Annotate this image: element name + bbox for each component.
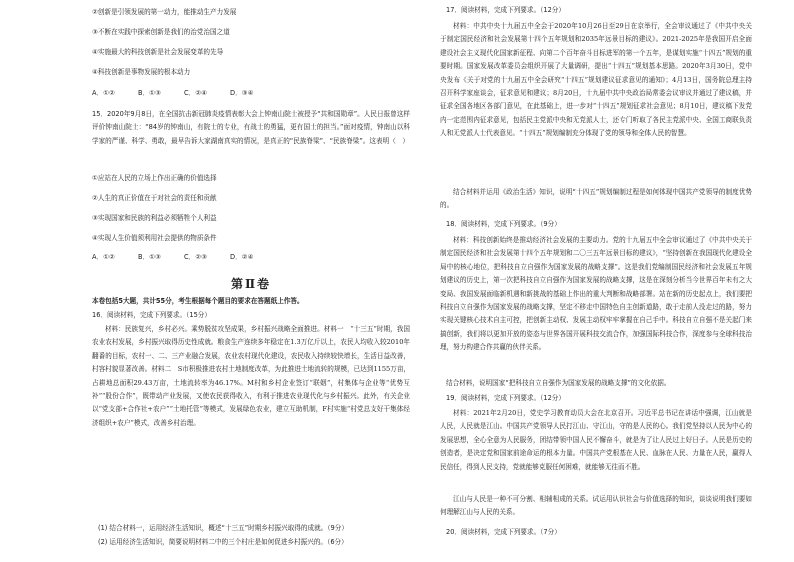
q14-option-d[interactable]: D．③④ <box>230 89 254 97</box>
q19-sub: 江山与人民是一种不可分割、相辅相成的关系。试运用认识社会与价值选择的知识，谈谈说明我们要如何理解江山与人民的关系。 <box>440 495 752 517</box>
q15-item-1: ①应站在人民的立场上作出正确的价值选择 <box>92 174 217 182</box>
left-column <box>92 0 410 562</box>
q16-sub-2: (2) 运用经济生活知识，简要说明材料二中的三个村庄是如何促进乡村振兴的。（6分） <box>98 538 348 546</box>
right-column <box>440 0 752 562</box>
q16-title: 16．阅读材料，完成下列要求。（15分） <box>92 311 211 319</box>
q15-item-3: ③实现国家和民族的利益必须牺牲个人利益 <box>92 214 217 222</box>
section-title: 第Ⅱ卷 <box>230 277 272 291</box>
q15-option-d[interactable]: D．②④ <box>230 253 254 261</box>
q18-sub: 结合材料，说明国家“把科技自立自强作为国家发展的战略支撑”的文化依据。 <box>446 379 671 387</box>
q15-option-a[interactable]: A．①② <box>92 253 115 261</box>
q18-title: 18．阅读材料，完成下列要求。（9分） <box>446 220 561 228</box>
q15-options <box>92 251 410 261</box>
q14-item-2: ②创新是引领发展的第一动力，能推动生产力发展 <box>92 8 237 16</box>
q14-options <box>92 87 410 97</box>
q14-option-b[interactable]: B．①③ <box>138 89 161 97</box>
q14-item-3: ③不断在实践中探索创新是我们的治党治国之道 <box>92 28 230 36</box>
q16-sub-1: (1) 结合材料一，运用经济生活知识，概述“十三五”时期乡村振兴取得的成就。（9分） <box>98 524 348 532</box>
q14-option-c[interactable]: C．②④ <box>184 89 208 97</box>
q14-item-4: ④实施最大的科技创新是社会发展变革的先导 <box>92 48 224 56</box>
q14-option-a[interactable]: A．①② <box>92 89 115 97</box>
q14-item-5: ④科技创新是事物发展的根本动力 <box>92 68 191 76</box>
q15-item-4: ④实现人生价值须利用社会提供的物质条件 <box>92 234 217 242</box>
q17-sub: 结合材料并运用《政治生活》知识，说明“十四五”规划编制过程是如何体现中国共产党领导的制度优势的。 <box>440 188 752 210</box>
q15-option-b[interactable]: B．①③ <box>138 253 161 261</box>
q15-option-c[interactable]: C．②③ <box>184 253 208 261</box>
q20-title: 20．阅读材料，完成下列要求。（7分） <box>446 528 561 536</box>
section-note: 本卷包括5大题，共计55分，考生根据每个题目的要求在答题纸上作答。 <box>92 297 304 305</box>
q19-material: 材料：2021年2月20日，党史学习教育动员大会在北京召开。习近平总书记在讲话中强调，江山就是人民，人民就是江山。中国共产党领导人民打江山、守江山，守的是人民的心。我们党坚持以人民为中心的发展思想，全心全意为人民服务，团结带领中国人民不懈奋斗，就是为了让人民过上好日子。人民是历史的创造者，是决定党和国家前途命运的根本力量。中国共产党根基在人民、血脉在人民、力量在人民，赢得人民信任，得到人民支持，党就能够克服任何困难，就能够无往而不胜。 <box>440 409 752 471</box>
q18-material: 材料：科技创新始终是推动经济社会发展的主要动力。党的十九届五中全会审议通过了《中共中央关于制定国民经济和社会发展第十四个五年规划和二〇三五年远景目标的建议》，“坚持创新在我国现代化建设全局中的核心地位，把科技自立自强作为国家发展的战略支撑”。这是我们党编制国民经济和社会发展五年规划建议的历史上，第一次把科技自立自强作为国家发展的战略支撑，这是在深刻分析当今世界百年未有之大变局、我国发展面临新机遇和新挑战的基础上作出的重大判断和战略部署。站在新的历史起点上，我们要把科技自立自强作为国家发展的战略支撑，坚定不移走中国特色自主创新道路，敢于走前人没走过的路，努力实现关键核心技术自主可控，把创新主动权、发展主动权牢牢掌握在自己手中。科技自立自强不是关起门来搞创新，我们将以更加开放的姿态与世界各国开展科技交流合作，加强国际科技合作，深度参与全球科技治理，努力构建合作共赢的伙伴关系。 <box>440 236 752 352</box>
q17-material: 材料：中共中央十九届五中全会于2020年10月26日至29日在京举行，全会审议通过了《中共中央关于制定国民经济和社会发展第十四个五年规划和2035年远景目标的建议》。2021-2025年是我国开启全面建设社会主义现代化国家新征程、向第二个百年奋斗目标进军的第一个五年，是谋划实施“十四五”规划的重要时期。国家发展改革委员会组织开展了大量调研，提出“十四五”规划基本思路。2020年3月30日，党中央发布《关于对党的十九届五中全会研究“十四五”规划建议征求意见的通知》；4月13日，国务院总理主持召开科学家座谈会，征求意见和建议；8月20日，十九届中共中央政治局常委会议审议并通过了建议稿，并征求全国各地区各部门意见，在此基础上，进一步对“十四五”规划征求社会意见；8月10日，建议稿下发党内一定范围内征求意见，包括民主党派中央和无党派人士，还专门听取了各民主党派中央、全国工商联负责人和无党派人士代表意见。“十四五”规划编制充分体现了党的领导和全体人民的智慧。 <box>440 22 752 138</box>
q19-title: 19．阅读材料，完成下列要求。（12分） <box>446 394 565 402</box>
q16-material: 材料：民族复兴，乡村必兴。乘势脱贫攻坚成果，乡村振兴战略全面推进。材料一 “十三五”时期，我国农业农村发展，乡村振兴取得历史性成就。粮食生产连续多年稳定在1.3万亿斤以上，农民人均收入较2010年翻番的目标，农村一、二、三产业融合发展，农业农村现代化建设，农民收入持续较快增长，生活日益改善，村容村貌显著改善。材料二 S市积极推进农村土地制度改革，为此推进土地流转的规模，已达到1155万亩，占耕地总面积29.43万亩，土地流转率为46.17%。M村和乡村企业签订“联姻”，村集体与企业等“优势互补”“股份合作”，既带动产业发展，又使农民获得收入，有利于推进农业现代化与乡村振兴。此外，有关企业以“党支部+合作社+农户”“土地托管”等模式，发展绿色农业，建立互助机制，F村实施“村党总支好干集体经济组织+农户”模式，改善乡村治理。 <box>92 325 410 427</box>
q15-stem: 15．2020年9月8日，在全国抗击新冠肺炎疫情表彰大会上钟南山院士被授予“共和国勋章”。人民日报曾这样评价钟南山院士：“84岁的钟南山，有院士的专业，有战士的勇猛，更有国士的担当。”面对疫情，钟南山以科学家的严谨、科学、勇敢，最早告诉大家湖南真实的情况，是真正的“民族脊梁”、“民族脊梁”。这表明（ ） <box>92 110 410 145</box>
q15-item-2: ②人生的真正价值在于对社会的责任和贡献 <box>92 194 217 202</box>
q17-title: 17．阅读材料，完成下列要求。（12分） <box>446 6 565 14</box>
